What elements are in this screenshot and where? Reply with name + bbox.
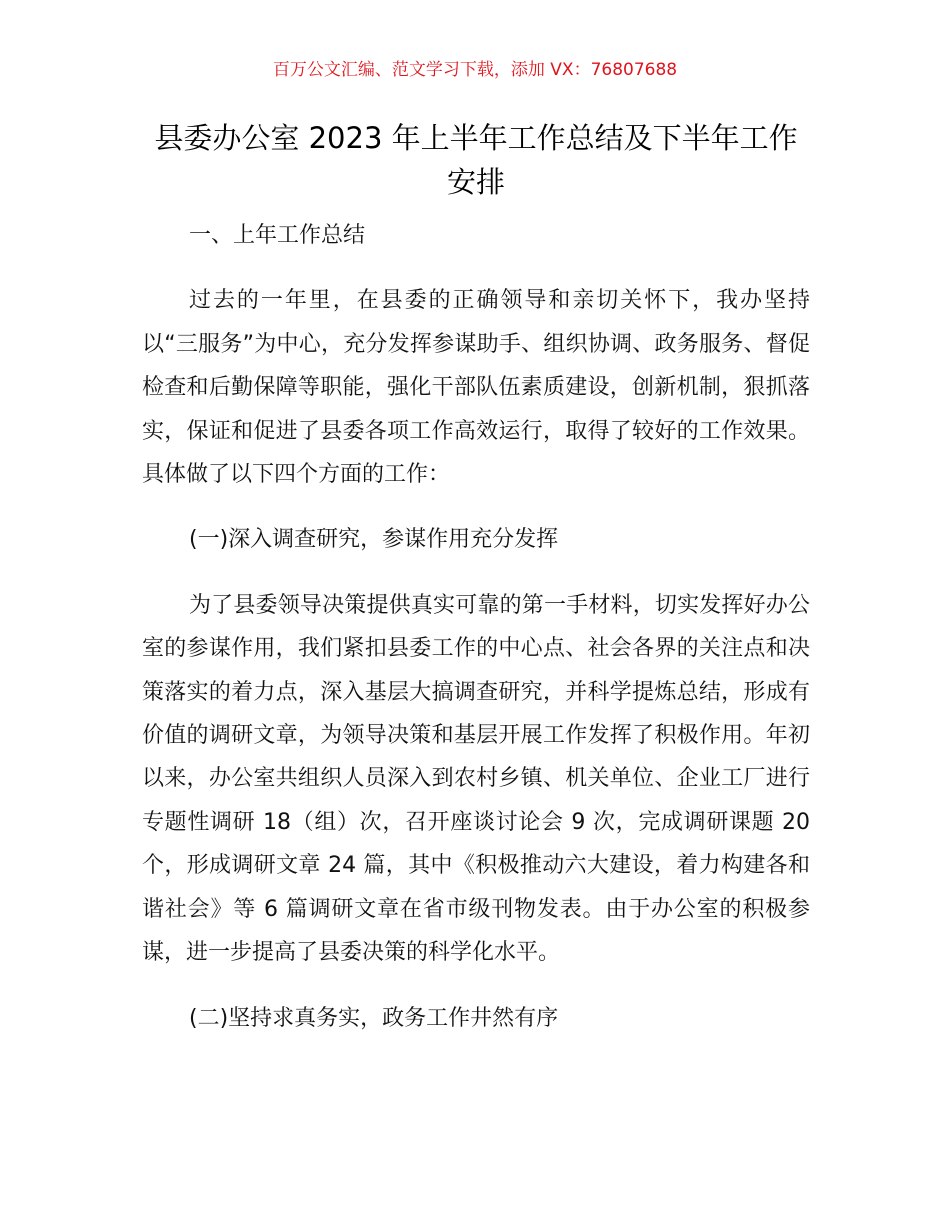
subsection-heading-1: (一)深入调查研究，参谋作用充分发挥 bbox=[189, 527, 559, 553]
section-heading-1: 一、上年工作总结 bbox=[189, 223, 366, 248]
section-1-paragraph: 过去的一年里，在县委的正确领导和亲切关怀下，我办坚持以“三服务”为中心，充分发挥参谋助手、组织协调、政务服务、督促检查和后勤保障等职能，强化干部队伍素质建设，创新机制，狠抓落实，保证和促进了县委各项工作高效运行，取得了较好的工作效果。具体做了以下四个方面的工作： bbox=[142, 288, 810, 488]
document-body bbox=[142, 214, 810, 1062]
header-note: 百万公文汇编、范文学习下载，添加 VX：76807688 bbox=[272, 60, 678, 80]
subsection-1-paragraph: 为了县委领导决策提供真实可靠的第一手材料，切实发挥好办公室的参谋作用，我们紧扣县委工作的中心点、社会各界的关注点和决策落实的着力点，深入基层大搞调查研究，并科学提炼总结，形成有价值的调研文章，为领导决策和基层开展工作发挥了积极作用。年初以来，办公室共组织人员深入到农村乡镇、机关单位、企业工厂进行专题性调研 18（组）次，召开座谈讨论会 9 次，完成调研课题 20 个，形成调研文章 24 篇，其中《积极推动六大建设，着力构建各和谐社会》等 6 篇调研文章在省市级刊物发表。由于办公室的积极参谋，进一步提高了县委决策的科学化水平。 bbox=[142, 592, 810, 966]
document-title: 县委办公室 2023 年上半年工作总结及下半年工作安排 bbox=[154, 121, 798, 199]
subsection-heading-2: (二)坚持求真务实，政务工作井然有序 bbox=[189, 1005, 559, 1031]
